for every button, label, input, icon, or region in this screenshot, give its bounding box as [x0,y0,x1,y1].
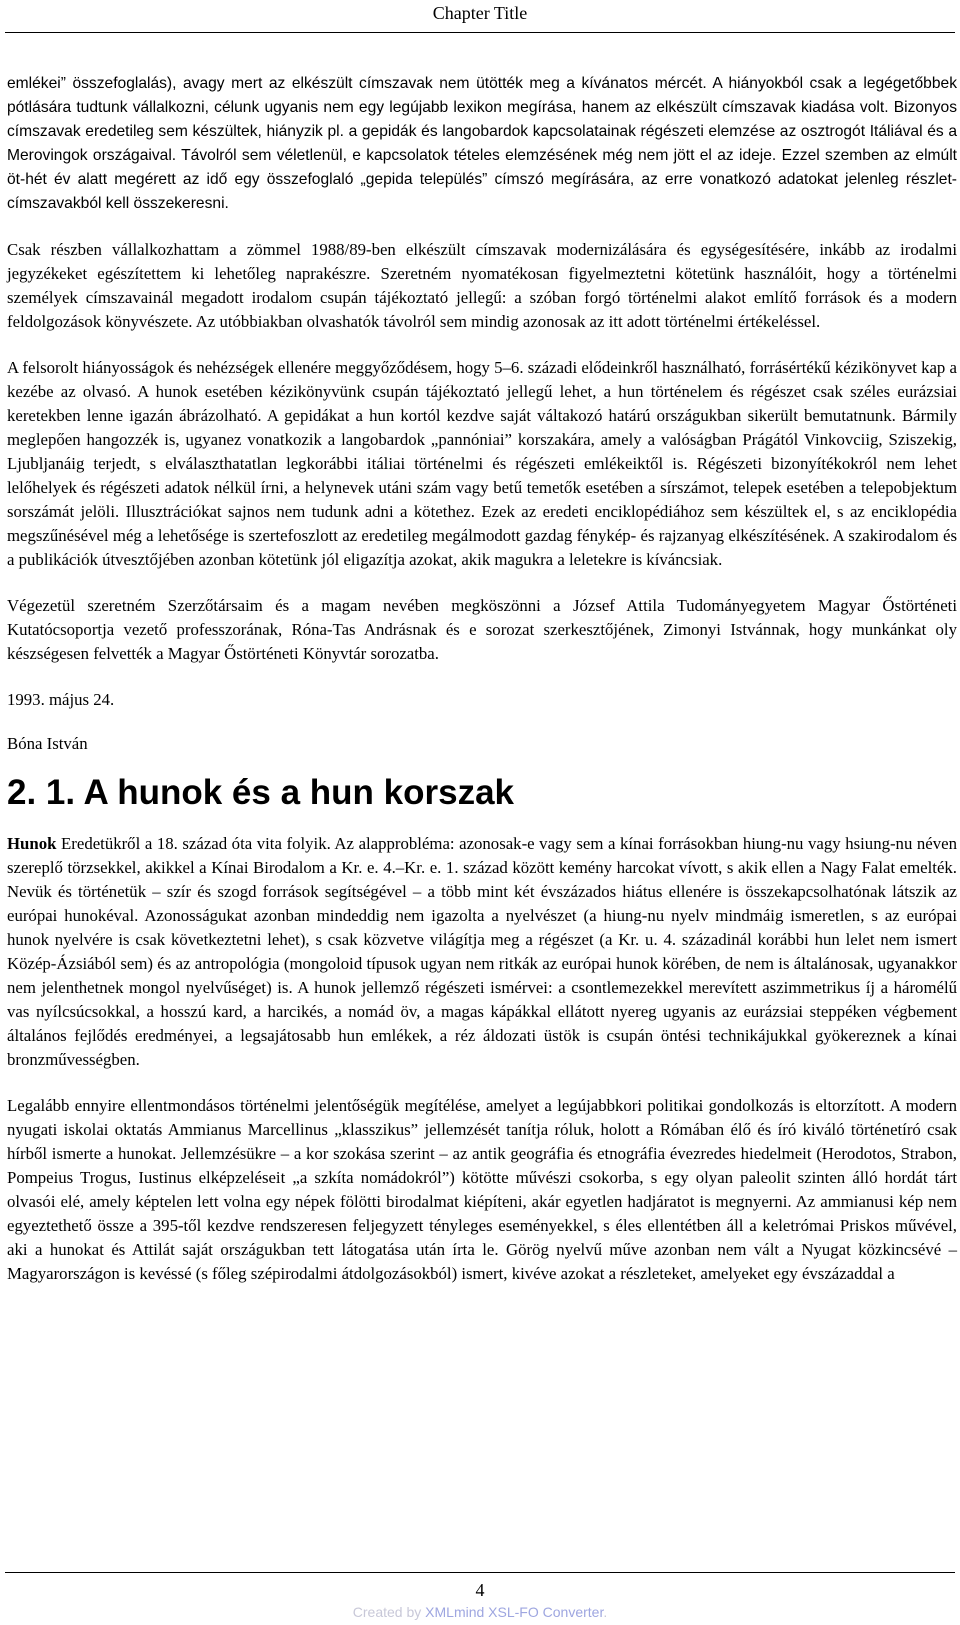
paragraph-intro-omissions: emlékei” összefoglalás), avagy mert az elkészült címszavak nem ütötték meg a kívánatos mércét. A hiányokból csak a legégetőbbek pótlására tudtunk vállalkozni, célunk ugyanis nem egy legújabb lexikon megírása, hanem az elkészült címszavak kiadása volt. Bizonyos címszavak eredetileg sem készültek, hiányzik pl. a gepidák és langobardok kapcsolatainak régészeti elemzése az osztrogót Itáliával és a Merovingok országaival. Távolról sem véletlenül, e kapcsolatok tételes elemzésének még nem jött el az ideje. Ezzel szemben az elmúlt öt-hét év alatt megérett az idő egy összefoglaló „gepida település” címszó megírására, az erre vonatkozó adatokat jelenleg részlet-címszavakból kell összekeresni. [7,75,957,212]
chapter-title-header: Chapter Title [432,3,528,23]
page-number: 4 [475,1580,485,1600]
paragraph-modernization: Csak részben vállalkozhattam a zömmel 1988/89-ben elkészült címszavak modernizálására és egységesítésére, inkább az irodalmi jegyzékeket egészítettem ki lehetőleg naprakészre. Szeretném nyomatékosan figyelmeztetni kötetünk használóit, hogy a történelmi személyek címszavainál megadott irodalom csupán tájékoztató jellegű: a szóban forgó történelmi alakot említő források és a modern feldolgozások könyvészete. Az utóbbiakban olvashatók távolról sem mindig azonosak az itt adott történelmi értékeléssel. [7,240,957,331]
date-line: 1993. május 24. [7,690,115,709]
converter-credit [0,1603,960,1621]
paragraph-huns-origin [7,832,957,1072]
author-signature: Bóna István [7,734,88,753]
header-divider [5,32,955,33]
paragraph-acknowledgements: Végezetül szeretném Szerzőtársaim és a magam nevében megköszönni a József Attila Tudományegyetem Magyar Őstörténeti Kutatócsoportja vezető professzorának, Róna-Tas Andrásnak és e sorozat szerkesztőjének, Zimonyi Istvánnak, hogy munkánkat oly készségesen felvették a Magyar Őstörténeti Könyvtár sorozatba. [7,596,957,663]
credit-suffix: . [603,1604,608,1620]
section-heading: 2. 1. A hunok és a hun korszak [7,773,515,812]
page-content [7,72,957,1286]
credit-brand-link[interactable]: XMLmind XSL-FO Converter [425,1604,604,1620]
term-lead: Hunok [7,834,57,853]
paragraph-shortcomings: A felsorolt hiányosságok és nehézségek ellenére meggyőződésem, hogy 5–6. századi elődeinkről használható, forrásértékű kézikönyvet kap a kezébe az olvasó. A hunok esetében kézikönyvünk csupán tájékoztató jellegű lehet, a hun történelem és régészet csak széles eurázsiai keretekben lenne igazán ábrázolható. A gepidákat a hun kortól kezdve saját váltakozó határú országukban sikerült bemutatnunk. Bármily meglepően hangozzék is, ugyanez vonatkozik a langobardok „pannóniai” korszakára, amely a valóságban Prágától Vinkovciig, Sziszekig, Ljubljanáig terjedt, s elválaszthatatlan legkorábbi itáliai történelmi és régészeti emlékeiktől is. Régészeti bizonyítékokról nem lehet lelőhelyek és régészeti adatok nélkül írni, a helynevek utáni szám vagy betű temetők esetében a sírszámot, telepek esetében a telepobjektum sorszámát jelöli. Illusztrációkat sajnos nem tudunk adni a kötethez. Ezek az eredeti enciklopédiához sem készültek el, s az enciklopédia megszűnésével még a lehetősége is szertefoszlott az eredetileg megálmodott gazdag fénykép- és rajzanyag elkészítésének. A szakirodalom és a publikációk útvesztőjében azonban kötetünk jól eligazítja azokat, akik magukra a leletekre is kíváncsiak. [7,358,957,569]
paragraph-historical-significance: Legalább ennyire ellentmondásos történelmi jelentőségük megítélése, amelyet a legújabbkori politikai gondolkozás is eltorzított. A modern nyugati iskolai oktatás Ammianus Marcellinus „klasszikus” jellemzését tanítja róluk, holott a Rómában élő és író kiváló történetíró csak hírből ismerte a hunokat. Jellemzésükre – a kor szokása szerint – az antik geográfia és etnográfia évezredes hiedelmeit (Herodotos, Strabon, Pompeius Trogus, Iustinus elképzeléseit „a szkíta nomádokról”) kötötte művészi csokorba, s egy olyan paleolit szinten álló hordát tárt olvasói elé, amely képtelen lett volna egy népek fölötti birodalmat kiépíteni, akár egyetlen hadjáratot is megnyerni. Az ammianusi kép nem egyeztethető össze a 395-től kezdve rendszeresen feljegyzett tényleges eseményekkel, s éles ellentétben áll a keletrómai Priskos művével, aki a hunokat és Attilát saját országukban tett látogatása után írta le. Görög nyelvű műve azonban nem vált a Nyugat közkincsévé – Magyarországon is kevéssé (s főleg szépirodalmi átdolgozásokból) ismert, kivéve azokat a részleteket, amelyeket egy évszázaddal a [7,1096,957,1283]
credit-prefix: Created by [352,1604,426,1620]
paragraph-huns-origin-text: Eredetükről a 18. század óta vita folyik. Az alapprobléma: azonosak-e vagy sem a kínai forrásokban hiung-nu vagy hsiung-nu néven szereplő törzsekkel, akikkel a Kínai Birodalom a Kr. e. 4.–Kr. e. 1. század között kemény harcokat vívott, s akik ellen a Nagy Falat emelték. Nevük és történetük – szír és szogd források segítségével – a több mint két évszázados hiátus ellenére is összekapcsolhatónak látszik az európai hunokéval. Azonosságukat azonban mindeddig nem igazolta a nyelvészet (a hiung-nu nyelv mindmáig ismeretlen, s az európai hunok nyelvére is csak következtetni lehet), s csak közvetve világítja meg a régészet (a Kr. u. 4. századinál korábbi hun lelet nem ismert Közép-Ázsiából sem) és az antropológia (mongoloid típusok ugyan nem ritkák az európai hunok körében, de nem is általánosak, ugyanakkor nem jelenthetnek mongol nyelvűséget) is. A hunok jellemző régészeti ismérvei: a csontlemezekkel merevített aszimmetrikus íj a háromélű vas nyílcsúcsokkal, a hosszú kard, a harcikés, a nomád öv, a magas kápákkal ellátott nyereg ugyanis az eurázsiai steppéken végbement általános fejlődés eredményei, a legsajátosabb hun emlékek, a réz áldozati üstök is csupán öntési technikájukkal gyökereznek a kínai bronzművességben. [7,834,957,1069]
footer-divider [5,1572,955,1573]
